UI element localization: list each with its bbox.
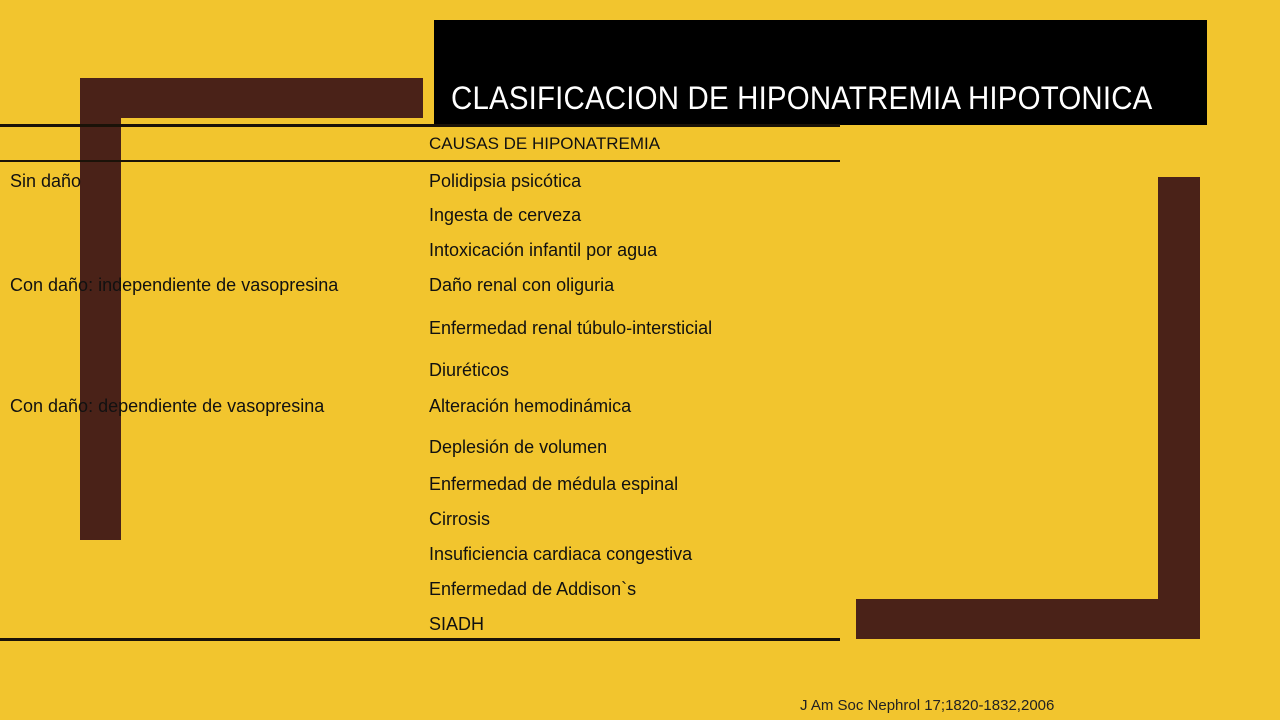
- table-row-category: Con daño: independiente de vasopresina: [10, 275, 339, 295]
- table-row-cause: Insuficiencia cardiaca congestiva: [429, 544, 693, 564]
- page-title: CLASIFICACION DE HIPONATREMIA HIPOTONICA: [451, 80, 1153, 116]
- right-bracket-horizontal: [856, 599, 1200, 639]
- right-bracket-vertical: [1158, 177, 1200, 639]
- table-row-cause: Ingesta de cerveza: [429, 205, 582, 225]
- table-row-cause: Intoxicación infantil por agua: [429, 240, 658, 260]
- table-top-border: [0, 124, 840, 127]
- table-row-cause: Enfermedad de Addison`s: [429, 579, 637, 599]
- table-row-cause: Deplesión de volumen: [429, 437, 608, 457]
- table-row-cause: Enfermedad renal túbulo-intersticial: [429, 318, 713, 338]
- citation: J Am Soc Nephrol 17;1820-1832,2006: [800, 697, 1055, 714]
- table-header-causes: CAUSAS DE HIPONATREMIA: [429, 134, 661, 153]
- table-row-category: Sin daño: [10, 171, 82, 191]
- table-row-cause: Alteración hemodinámica: [429, 396, 632, 416]
- table-row-cause: SIADH: [429, 614, 485, 634]
- title-box: [434, 20, 1207, 125]
- table-row-cause: Daño renal con oliguria: [429, 275, 615, 295]
- table-row-category: Con daño: dependiente de vasopresina: [10, 396, 325, 416]
- table-bottom-border: [0, 638, 840, 641]
- table-row-cause: Polidipsia psicótica: [429, 171, 582, 191]
- left-bracket-vertical: [80, 78, 121, 540]
- left-bracket-horizontal: [80, 78, 423, 118]
- table-row-cause: Cirrosis: [429, 509, 490, 529]
- table-header-divider: [0, 160, 840, 162]
- table-row-cause: Diuréticos: [429, 360, 510, 380]
- table-row-cause: Enfermedad de médula espinal: [429, 474, 679, 494]
